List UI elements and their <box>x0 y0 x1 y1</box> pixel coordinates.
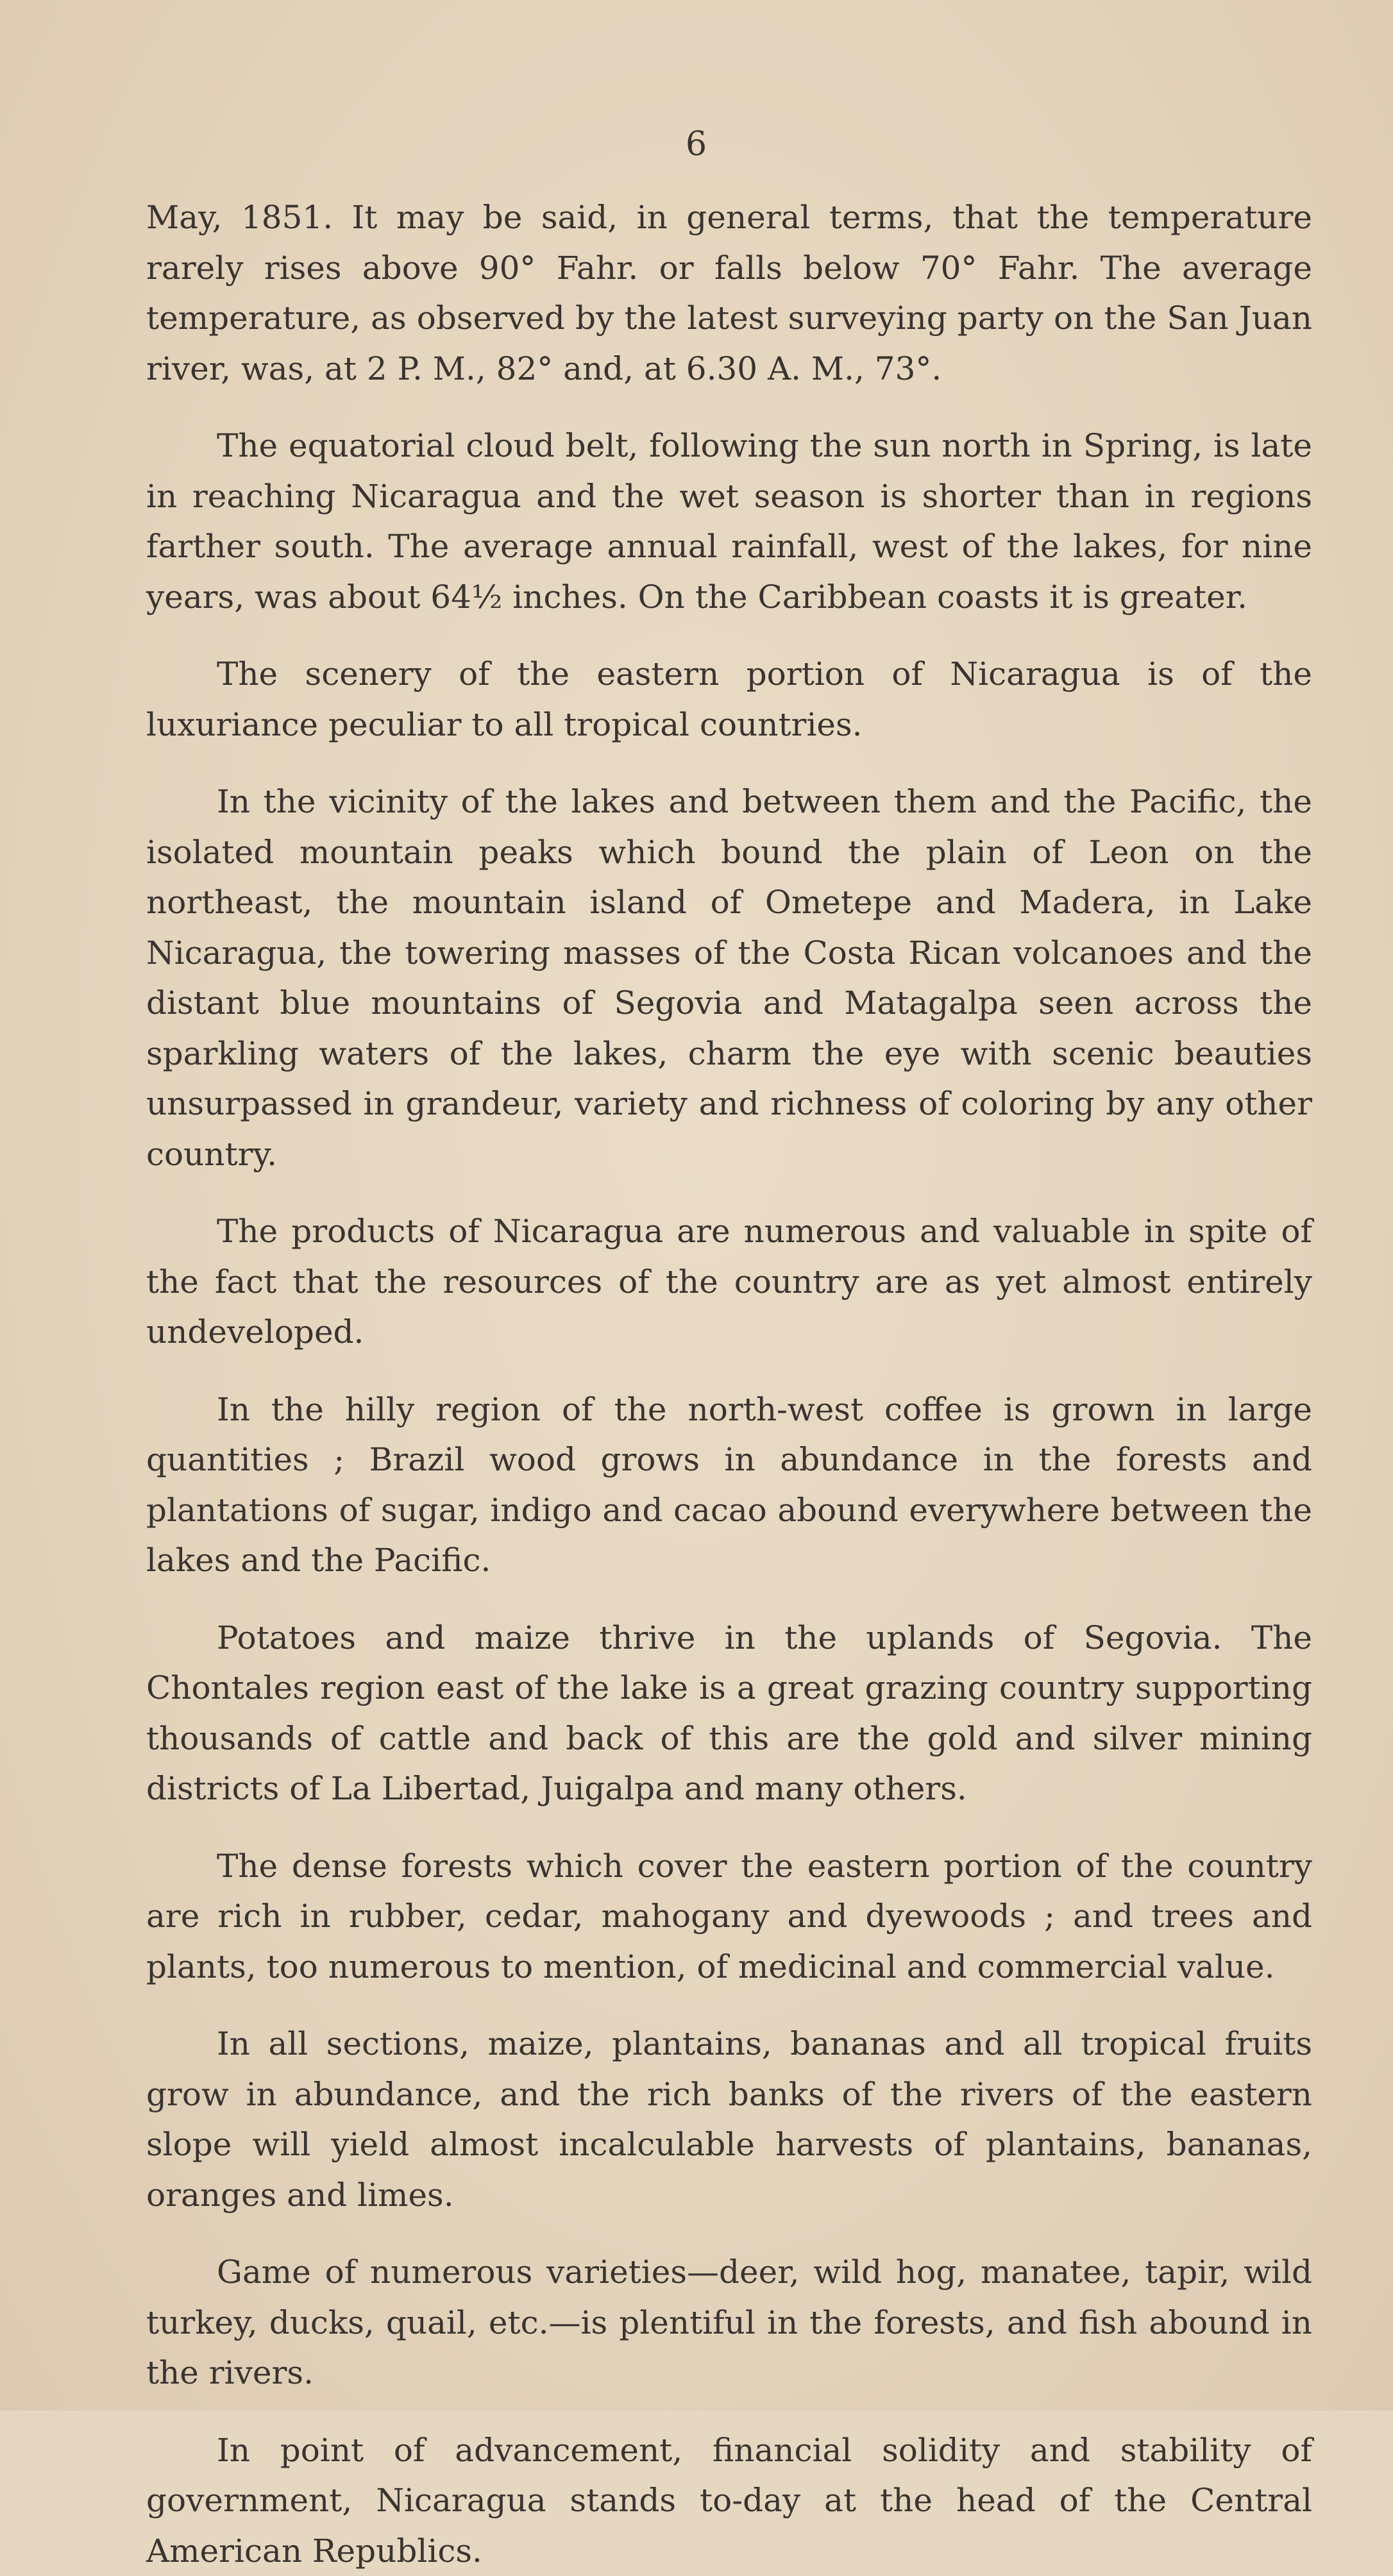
paragraph-scenery: The scenery of the eastern portion of Nicaragua is of the luxuriance peculiar to all tropical countries. <box>146 649 1312 750</box>
paragraph-products: The products of Nicaragua are numerous and valuable in spite of the fact that the resources of the country are as yet almost entirely undeveloped. <box>146 1206 1312 1358</box>
paragraph-lakes-vicinity: In the vicinity of the lakes and between them and the Pacific, the isolated mountain peaks which bound the plain of Leon on the northeast, the mountain island of Ometepe and Madera, in Lake Nicaragua, the towering masses of the Costa Rican volcanoes and the distant blue mountains of Segovia and Matagalpa seen across the sparkling waters of the lakes, charm the eye with scenic beauties unsurpassed in grandeur, variety and richness of coloring by any other country. <box>146 777 1312 1179</box>
paragraph-coffee-region: In the hilly region of the north-west coffee is grown in large quantities ; Brazil wood grows in abundance in the forests and plantations of sugar, indigo and cacao abound everywhere between the lakes and the Pacific. <box>146 1385 1312 1586</box>
paragraph-segovia-chontales: Potatoes and maize thrive in the uplands of Segovia. The Chontales region east of the lake is a great grazing country supporting thousands of cattle and back of this are the gold and silver mining districts of La Libertad, Juigalpa and many others. <box>146 1613 1312 1814</box>
paragraph-fruits: In all sections, maize, plantains, bananas and all tropical fruits grow in abundance, and the rich banks of the rivers of the eastern slope will yield almost incalculable harvests of plantains, bananas, oranges and limes. <box>146 2019 1312 2220</box>
paragraph-climate-temperature: May, 1851. It may be said, in general terms, that the temperature rarely rises above 90° Fahr. or falls below 70° Fahr. The average temperature, as observed by the latest surveying party on the San Juan river, was, at 2 P. M., 82° and, at 6.30 A. M., 73°. <box>146 192 1312 394</box>
paragraph-rainfall: The equatorial cloud belt, following the sun north in Spring, is late in reaching Nicaragua and the wet season is shorter than in regions farther south. The average annual rainfall, west of the lakes, for nine years, was about 64½ inches. On the Caribbean coasts it is greater. <box>146 421 1312 622</box>
page-number: 6 <box>0 125 1393 164</box>
paragraph-advancement: In point of advancement, financial solidity and stability of government, Nicaragua stands to-day at the head of the Central American Republics. <box>146 2425 1312 2576</box>
paragraph-forests: The dense forests which cover the eastern portion of the country are rich in rubber, cedar, mahogany and dyewoods ; and trees and plants, too numerous to mention, of medicinal and commercial value. <box>146 1841 1312 1992</box>
body-text <box>146 192 1312 2576</box>
paragraph-game: Game of numerous varieties—deer, wild hog, manatee, tapir, wild turkey, ducks, quail, etc.—is plentiful in the forests, and fish abound in the rivers. <box>146 2247 1312 2398</box>
